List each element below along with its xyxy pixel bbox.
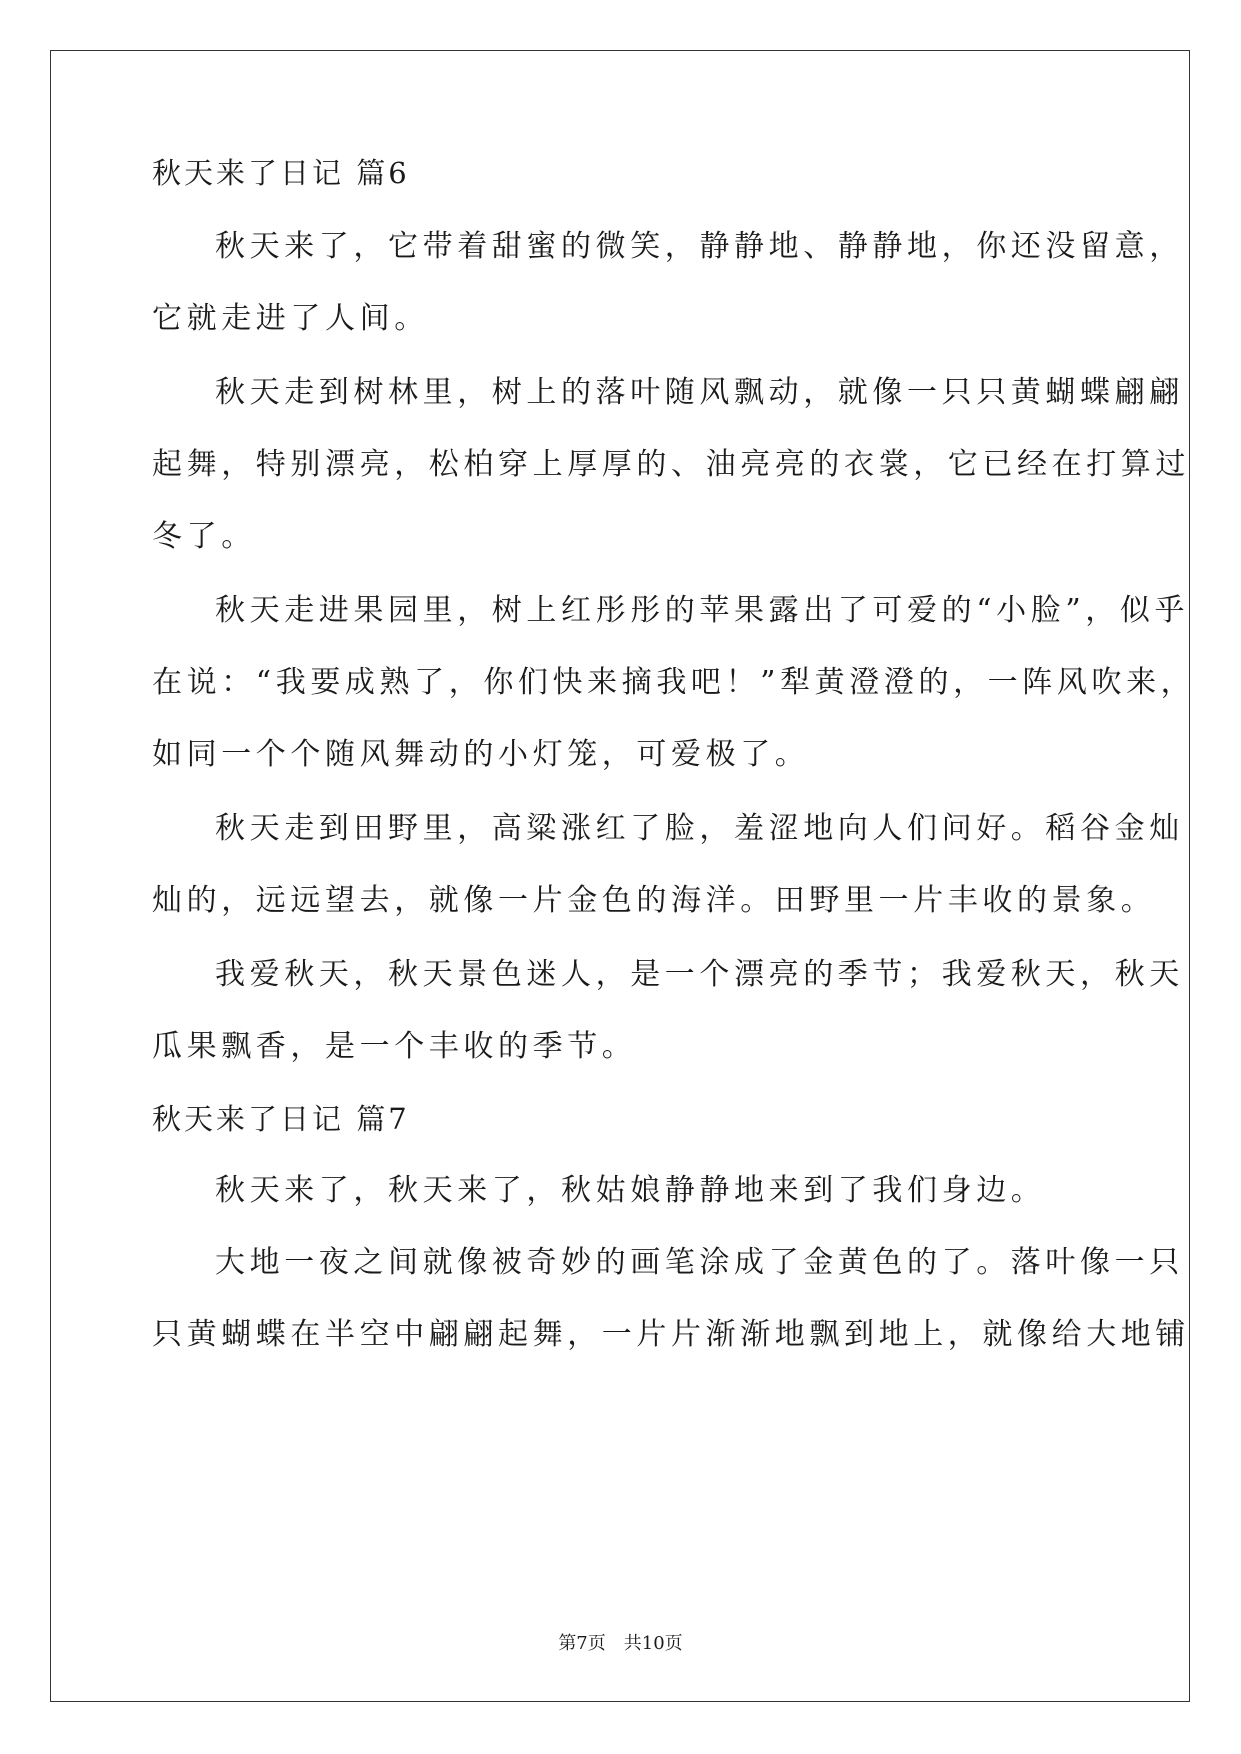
paragraph-line: 只黄蝴蝶在半空中翩翩起舞，一片片渐渐地飘到地上，就像给大地铺 bbox=[152, 1317, 1190, 1352]
paragraph-line: 在说：“我要成熟了，你们快来摘我吧！”犁黄澄澄的，一阵风吹来， bbox=[152, 665, 1196, 700]
paragraph-line: 秋天来了，秋天来了，秋姑娘静静地来到了我们身边。 bbox=[215, 1173, 1046, 1208]
paragraph-line: 起舞，特别漂亮，松柏穿上厚厚的、油亮亮的衣裳，它已经在打算过 bbox=[152, 447, 1190, 482]
document-body bbox=[152, 156, 1196, 1352]
paragraph-line: 秋天走进果园里，树上红彤彤的苹果露出了可爱的“小脸”，似乎 bbox=[215, 593, 1190, 628]
paragraph-line: 灿的，远远望去，就像一片金色的海洋。田野里一片丰收的景象。 bbox=[152, 883, 1156, 918]
paragraph-line: 秋天走到田野里，高粱涨红了脸，羞涩地向人们问好。稻谷金灿 bbox=[215, 811, 1184, 846]
paragraph-line: 我爱秋天，秋天景色迷人，是一个漂亮的季节；我爱秋天，秋天 bbox=[215, 957, 1184, 992]
section-title: 秋天来了日记 篇6 bbox=[152, 156, 410, 190]
paragraph-line: 大地一夜之间就像被奇妙的画笔涂成了金黄色的了。落叶像一只 bbox=[215, 1245, 1184, 1280]
section-title: 秋天来了日记 篇7 bbox=[152, 1102, 410, 1136]
paragraph-line: 冬了。 bbox=[152, 519, 256, 554]
paragraph-line: 瓜果飘香，是一个丰收的季节。 bbox=[152, 1029, 637, 1064]
paragraph-line: 秋天走到树林里，树上的落叶随风飘动，就像一只只黄蝴蝶翩翩 bbox=[215, 375, 1184, 410]
paragraph-line: 如同一个个随风舞动的小灯笼，可爱极了。 bbox=[152, 737, 810, 772]
paragraph-line: 它就走进了人间。 bbox=[152, 301, 429, 336]
page-number: 第7页 共10页 bbox=[558, 1633, 683, 1654]
paragraph-line: 秋天来了，它带着甜蜜的微笑，静静地、静静地，你还没留意， bbox=[215, 229, 1184, 264]
